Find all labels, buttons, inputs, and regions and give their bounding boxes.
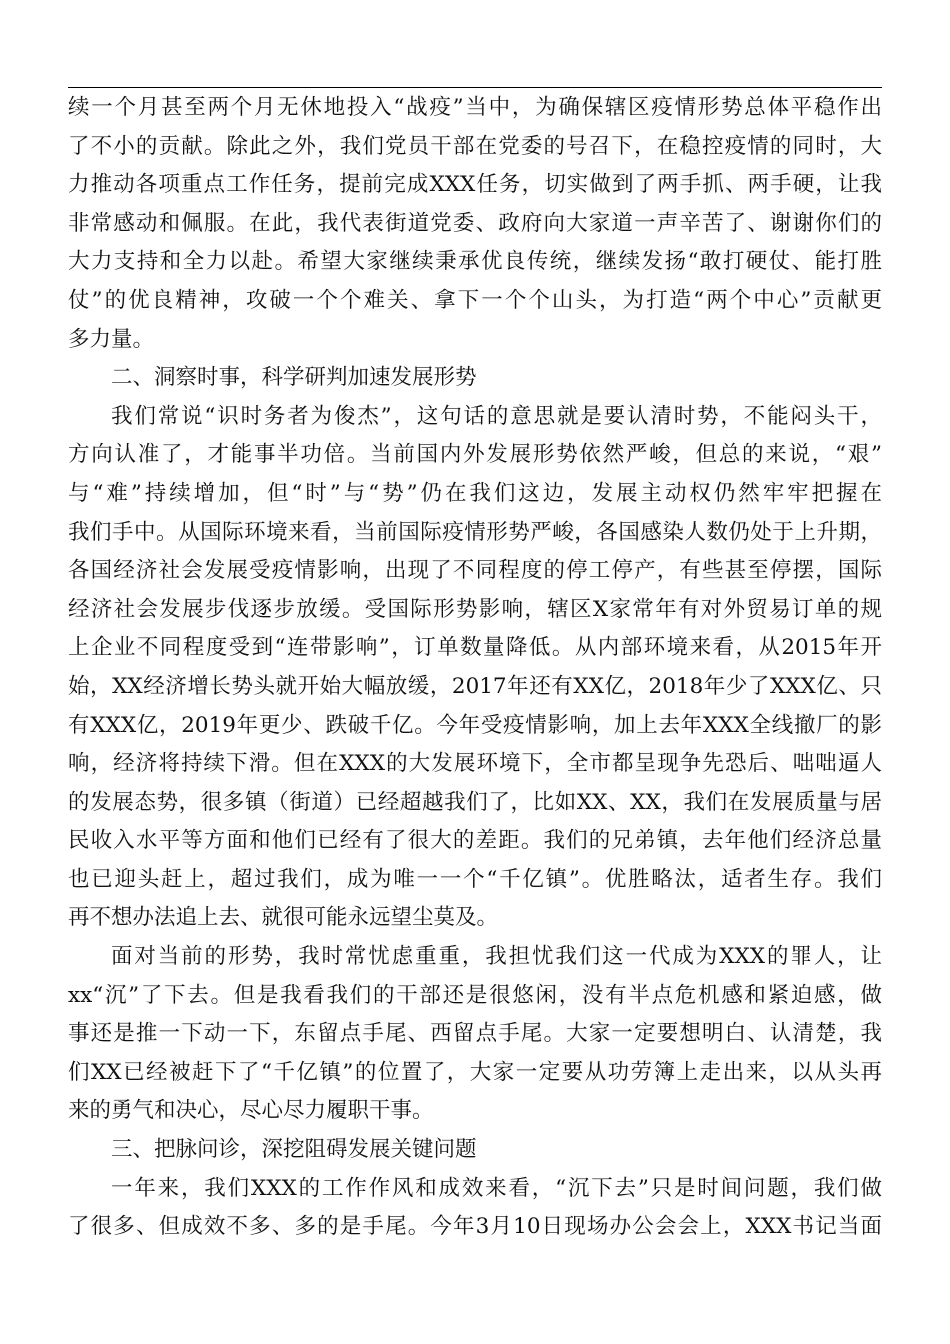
text-line: 非常感动和佩服。在此，我代表街道党委、政府向大家道一声辛苦了、谢谢你们的 bbox=[68, 210, 882, 236]
text-line: 来的勇气和决心，尽心尽力履职干事。 bbox=[68, 1098, 434, 1124]
text-line: 经济社会发展步伐逐步放缓。受国际形势影响，辖区X家常年有对外贸易订单的规 bbox=[68, 596, 882, 622]
text-line: 仗”的优良精神，攻破一个个难关、拿下一个个山头，为打造“两个中心”贡献更 bbox=[68, 287, 882, 313]
text-line: 三、把脉问诊，深挖阻碍发展关键问题 bbox=[111, 1137, 477, 1163]
text-line: 面对当前的形势，我时常忧虑重重，我担忧我们这一代成为XXX的罪人，让 bbox=[111, 944, 882, 970]
text-line: 再不想办法追上去、就很可能永远望尘莫及。 bbox=[68, 905, 499, 931]
text-line: 们XX已经被赶下了“千亿镇”的位置了，大家一定要从功劳簿上走出来，以从头再 bbox=[68, 1059, 882, 1085]
text-line: 多力量。 bbox=[68, 326, 155, 352]
header-rule bbox=[68, 87, 882, 88]
text-line: 我们手中。从国际环境来看，当前国际疫情形势严峻，各国感染人数仍处于上升期， bbox=[68, 519, 882, 545]
text-line: 了不小的贡献。除此之外，我们党员干部在党委的号召下，在稳控疫情的同时，大 bbox=[68, 133, 882, 159]
text-line: 事还是推一下动一下，东留点手尾、西留点手尾。大家一定要想明白、认清楚，我 bbox=[68, 1021, 882, 1047]
text-line: 上企业不同程度受到“连带影响”，订单数量降低。从内部环境来看，从2015年开 bbox=[68, 635, 882, 661]
text-line: 响，经济将持续下滑。但在XXX的大发展环境下，全市都呈现争先恐后、咄咄逼人 bbox=[68, 751, 882, 777]
text-line: 的发展态势，很多镇（街道）已经超越我们了，比如XX、XX，我们在发展质量与居 bbox=[68, 789, 882, 815]
text-line: 始，XX经济增长势头就开始大幅放缓，2017年还有XX亿，2018年少了XXX亿、只 bbox=[68, 673, 882, 699]
text-line: 力推动各项重点工作任务，提前完成XXX任务，切实做到了两手抓、两手硬，让我 bbox=[68, 172, 882, 198]
text-line: 了很多、但成效不多、多的是手尾。今年3月10日现场办公会会上，XXX书记当面 bbox=[68, 1214, 882, 1240]
text-line: 各国经济社会发展受疫情影响，出现了不同程度的停工停产，有些甚至停摆，国际 bbox=[68, 558, 882, 584]
text-line: 也已迎头赶上，超过我们，成为唯一一个“千亿镇”。优胜略汰，适者生存。我们 bbox=[68, 866, 882, 892]
document-body bbox=[68, 89, 882, 1247]
text-line: 民收入水平等方面和他们已经有了很大的差距。我们的兄弟镇，去年他们经济总量 bbox=[68, 828, 882, 854]
text-line: 与“难”持续增加，但“时”与“势”仍在我们这边，发展主动权仍然牢牢把握在 bbox=[68, 480, 882, 506]
text-line: 二、洞察时事，科学研判加速发展形势 bbox=[111, 365, 477, 391]
text-line: 续一个月甚至两个月无休地投入“战疫”当中，为确保辖区疫情形势总体平稳作出 bbox=[68, 95, 882, 120]
text-line: 我们常说“识时务者为俊杰”，这句话的意思就是要认清时势，不能闷头干， bbox=[111, 403, 882, 429]
text-line: xx“沉”了下去。但是我看我们的干部还是很悠闲，没有半点危机感和紧迫感，做 bbox=[68, 982, 882, 1008]
text-line: 大力支持和全力以赴。希望大家继续秉承优良传统，继续发扬“敢打硬仗、能打胜 bbox=[68, 249, 882, 275]
text-line: 方向认准了，才能事半功倍。当前国内外发展形势依然严峻，但总的来说，“艰” bbox=[68, 442, 882, 468]
text-line: 一年来，我们XXX的工作作风和成效来看，“沉下去”只是时间问题，我们做 bbox=[111, 1175, 882, 1201]
text-line: 有XXX亿，2019年更少、跌破千亿。今年受疫情影响，加上去年XXX全线撤厂的影 bbox=[68, 712, 882, 738]
